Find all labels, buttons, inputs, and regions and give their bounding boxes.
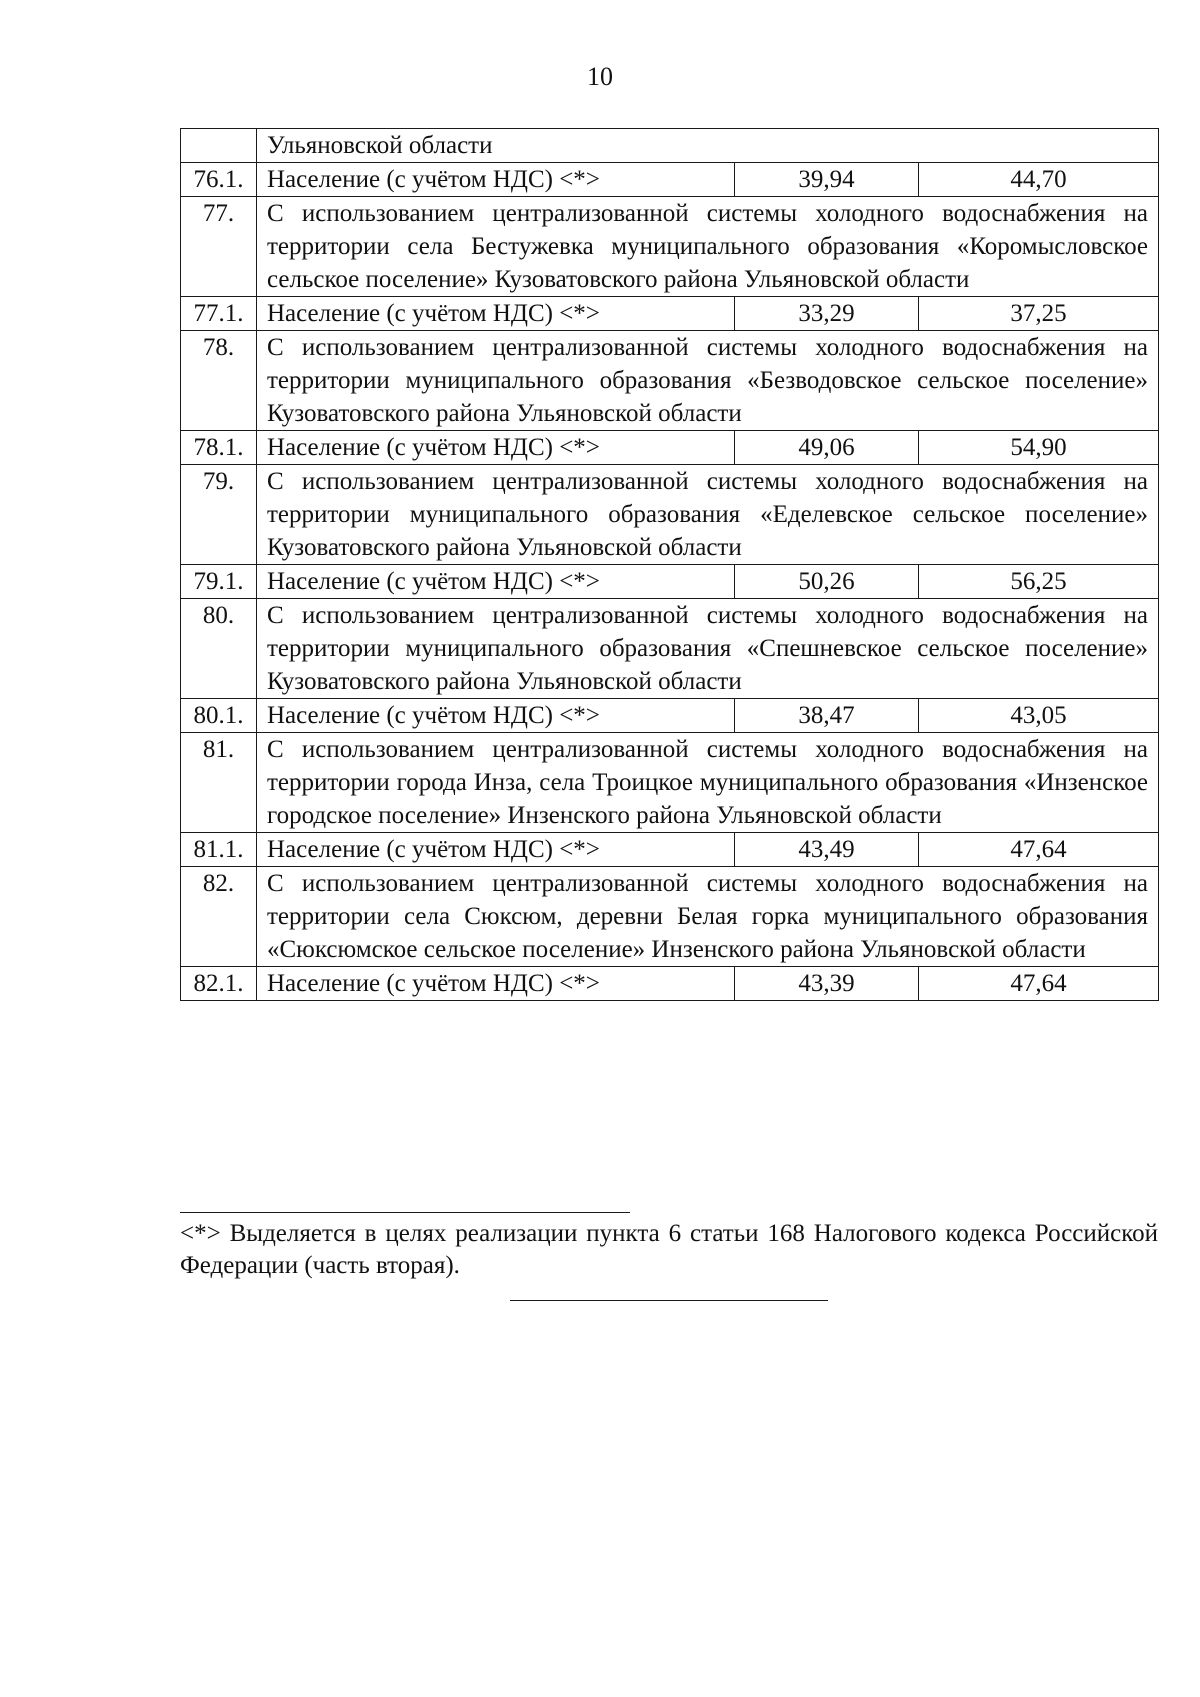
tariff-row xyxy=(181,699,1159,733)
tariff-value-first: 38,47 xyxy=(735,699,919,733)
tariff-value-first: 33,29 xyxy=(735,297,919,331)
section-description: С использованием централизованной системы холодного водоснабжения на территории муниципального образования «Безводовское сельское поселение» Кузоватовского района Ульяновской области xyxy=(257,331,1159,431)
tariff-row xyxy=(181,967,1159,1001)
tariff-value-second: 44,70 xyxy=(919,163,1159,197)
section-row xyxy=(181,733,1159,833)
row-number: 82.1. xyxy=(181,967,257,1001)
tariff-row xyxy=(181,431,1159,465)
tariff-table xyxy=(180,128,1159,1001)
section-row xyxy=(181,599,1159,699)
tariff-value-first: 43,49 xyxy=(735,833,919,867)
page-number: 10 xyxy=(587,62,613,91)
tariff-value-second: 54,90 xyxy=(919,431,1159,465)
row-number: 79. xyxy=(181,465,257,565)
row-number: 81.1. xyxy=(181,833,257,867)
row-number: 78.1. xyxy=(181,431,257,465)
row-number: 80. xyxy=(181,599,257,699)
tariff-value-second: 47,64 xyxy=(919,967,1159,1001)
section-description: С использованием централизованной системы холодного водоснабжения на территории муниципального образования «Спешневское сельское поселение» Кузоватовского района Ульяновской области xyxy=(257,599,1159,699)
tariff-row xyxy=(181,297,1159,331)
consumer-category: Население (с учётом НДС) <*> xyxy=(257,163,735,197)
tariff-value-first: 50,26 xyxy=(735,565,919,599)
row-number: 81. xyxy=(181,733,257,833)
section-row xyxy=(181,129,1159,163)
row-number: 76.1. xyxy=(181,163,257,197)
tariff-value-second: 56,25 xyxy=(919,565,1159,599)
end-of-document-line xyxy=(510,1300,828,1301)
section-row xyxy=(181,867,1159,967)
section-description: Ульяновской области xyxy=(257,129,1159,163)
consumer-category: Население (с учётом НДС) <*> xyxy=(257,297,735,331)
consumer-category: Население (с учётом НДС) <*> xyxy=(257,431,735,465)
tariff-value-first: 39,94 xyxy=(735,163,919,197)
section-row xyxy=(181,197,1159,297)
row-number: 79.1. xyxy=(181,565,257,599)
footnote-text: <*> Выделяется в целях реализации пункта 6 статьи 168 Налогового кодекса Российской Федерации (часть вторая). xyxy=(180,1220,1158,1279)
row-number: 77.1. xyxy=(181,297,257,331)
tariff-row xyxy=(181,833,1159,867)
tariff-value-first: 49,06 xyxy=(735,431,919,465)
footnote-divider xyxy=(180,1212,630,1213)
consumer-category: Население (с учётом НДС) <*> xyxy=(257,967,735,1001)
row-number: 77. xyxy=(181,197,257,297)
tariff-row xyxy=(181,163,1159,197)
section-description: С использованием централизованной системы холодного водоснабжения на территории села Бестужевка муниципального образования «Коромысловское сельское поселение» Кузоватовского района Ульяновской области xyxy=(257,197,1159,297)
tariff-value-second: 43,05 xyxy=(919,699,1159,733)
section-description: С использованием централизованной системы холодного водоснабжения на территории села Сюксюм, деревни Белая горка муниципального образования «Сюксюмское сельское поселение» Инзенского района Ульяновской области xyxy=(257,867,1159,967)
section-description: С использованием централизованной системы холодного водоснабжения на территории города Инза, села Троицкое муниципального образования «Инзенское городское поселение» Инзенского района Ульяновской области xyxy=(257,733,1159,833)
row-number: 82. xyxy=(181,867,257,967)
consumer-category: Население (с учётом НДС) <*> xyxy=(257,565,735,599)
tariff-row xyxy=(181,565,1159,599)
row-number: 78. xyxy=(181,331,257,431)
consumer-category: Население (с учётом НДС) <*> xyxy=(257,833,735,867)
tariff-value-first: 43,39 xyxy=(735,967,919,1001)
row-number xyxy=(181,129,257,163)
section-description: С использованием централизованной системы холодного водоснабжения на территории муниципального образования «Еделевское сельское поселение» Кузоватовского района Ульяновской области xyxy=(257,465,1159,565)
row-number: 80.1. xyxy=(181,699,257,733)
consumer-category: Население (с учётом НДС) <*> xyxy=(257,699,735,733)
section-row xyxy=(181,465,1159,565)
tariff-value-second: 47,64 xyxy=(919,833,1159,867)
tariff-value-second: 37,25 xyxy=(919,297,1159,331)
section-row xyxy=(181,331,1159,431)
